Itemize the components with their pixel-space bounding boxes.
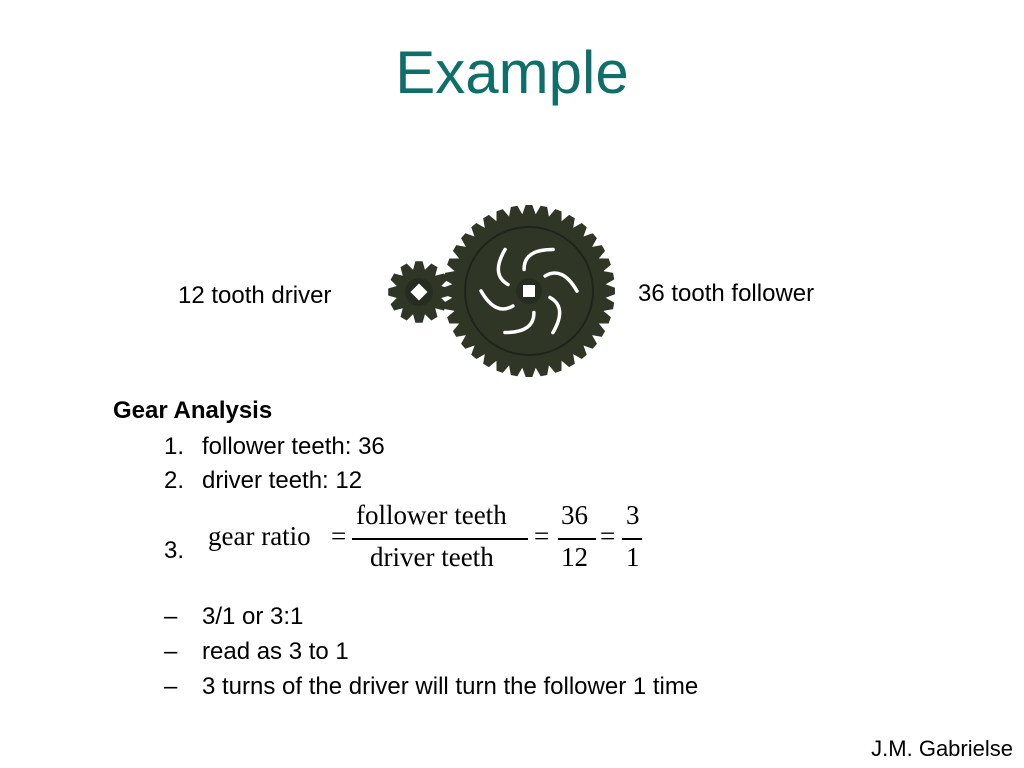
driver-gear-label: 12 tooth driver: [178, 282, 332, 309]
fraction-2-bar: [558, 538, 596, 540]
note-3-dash: –: [164, 673, 178, 700]
note-1-dash: –: [164, 603, 178, 630]
slide-title: Example: [395, 39, 629, 106]
follower-gear-label: 36 tooth follower: [638, 280, 815, 307]
step-2-text: driver teeth: 12: [202, 467, 363, 494]
note-3-text: 3 turns of the driver will turn the follower 1 time: [202, 673, 699, 700]
note-1-text: 3/1 or 3:1: [202, 603, 304, 630]
gear-pair-illustration: [380, 200, 620, 380]
equation-equals-3: =: [600, 521, 616, 551]
note-item-2: [164, 638, 349, 666]
fraction-1-numerator: follower teeth: [356, 500, 507, 530]
analysis-step-1: [164, 433, 385, 461]
driver-gear: [388, 261, 450, 323]
note-2-dash: –: [164, 638, 178, 665]
note-item-3: [164, 673, 698, 701]
note-2-text: read as 3 to 1: [202, 638, 349, 665]
fraction-2-denominator: 12: [561, 542, 588, 572]
step-2-number: 2.: [164, 467, 185, 494]
analysis-step-2: [164, 467, 362, 495]
note-item-1: [164, 603, 303, 631]
step-1-number: 1.: [164, 433, 185, 460]
fraction-3-numerator: 3: [626, 500, 640, 530]
follower-gear: [443, 205, 615, 377]
fraction-3-denominator: 1: [626, 542, 640, 572]
fraction-3-bar: [622, 538, 642, 540]
fraction-1-bar: [352, 538, 528, 540]
gear-analysis-heading: Gear Analysis: [113, 397, 273, 424]
step-3-number: 3.: [164, 537, 185, 564]
analysis-step-3: [164, 537, 202, 565]
author-credit: J.M. Gabrielse: [871, 736, 1013, 761]
equation-equals-1: =: [331, 521, 347, 551]
step-1-text: follower teeth: 36: [202, 433, 385, 460]
equation-lhs: gear ratio: [208, 521, 311, 551]
fraction-2-numerator: 36: [561, 500, 588, 530]
follower-gear-axle-hole: [523, 285, 535, 297]
fraction-1-denominator: driver teeth: [370, 542, 494, 572]
equation-equals-2: =: [534, 521, 550, 551]
